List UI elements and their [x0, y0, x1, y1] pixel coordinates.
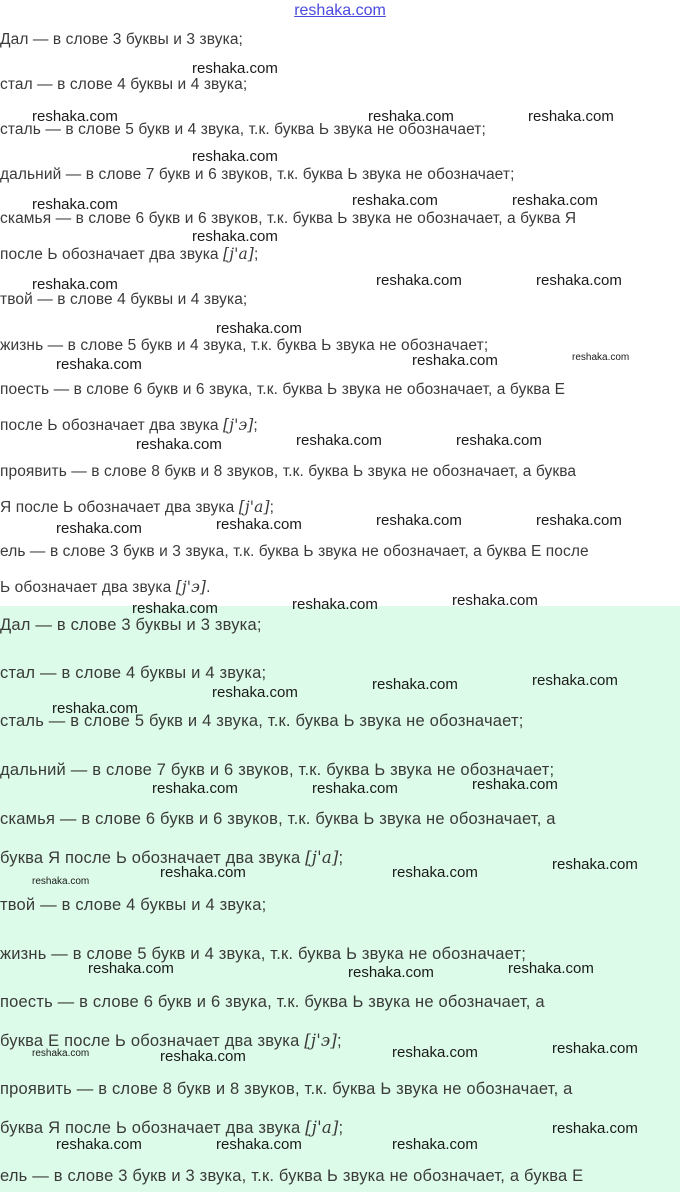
watermark: reshaka.com	[508, 960, 594, 977]
text-line	[0, 1167, 583, 1186]
text-line	[0, 245, 258, 264]
watermark: reshaka.com	[528, 108, 614, 125]
text-line	[0, 1080, 573, 1099]
text-line	[0, 578, 210, 597]
watermark: reshaka.com	[552, 1120, 638, 1137]
watermark: reshaka.com	[472, 776, 558, 793]
watermark: reshaka.com	[348, 964, 434, 981]
line-text: скамья — в слове 6 букв и 6 звуков, т.к. буква Ь звука не обозначает, а	[0, 810, 556, 828]
watermark: reshaka.com	[296, 432, 382, 449]
text-line	[0, 166, 515, 184]
watermark: reshaka.com	[136, 436, 222, 453]
text-line	[0, 76, 247, 94]
text-line	[0, 993, 545, 1012]
line-text: твой — в слове 4 буквы и 4 звука;	[0, 291, 248, 308]
line-text: буква Я после Ь обозначает два звука	[0, 1119, 306, 1137]
line-text: после Ь обозначает два звука	[0, 246, 224, 263]
text-line	[0, 945, 526, 964]
watermark: reshaka.com	[552, 856, 638, 873]
watermark: reshaka.com	[56, 1136, 142, 1153]
watermark: reshaka.com	[392, 1136, 478, 1153]
watermark: reshaka.com	[216, 516, 302, 533]
watermark: reshaka.com	[56, 520, 142, 537]
watermark: reshaka.com	[312, 780, 398, 797]
line-text: Я после Ь обозначает два звука	[0, 499, 239, 516]
line-text: дальний — в слове 7 букв и 6 звуков, т.к. буква Ь звука не обозначает;	[0, 761, 555, 779]
line-text: жизнь — в слове 5 букв и 4 звука, т.к. буква Ь звука не обозначает;	[0, 945, 526, 963]
text-line	[0, 543, 589, 561]
watermark: reshaka.com	[572, 352, 630, 363]
watermark: reshaka.com	[132, 600, 218, 617]
line-text: Ь обозначает два звука	[0, 579, 176, 596]
watermark: reshaka.com	[552, 1040, 638, 1057]
watermark: reshaka.com	[192, 148, 278, 165]
line-text: скамья — в слове 6 букв и 6 звуков, т.к. буква Ь звука не обозначает, а буква Я	[0, 210, 577, 227]
phonetic-transcription: [j'a]	[223, 245, 254, 263]
phonetic-transcription: [j'a]	[238, 498, 270, 516]
watermark: reshaka.com	[536, 512, 622, 529]
text-line	[0, 616, 262, 635]
line-text: сталь — в слове 5 букв и 4 звука, т.к. буква Ь звука не обозначает;	[0, 121, 486, 138]
site-link[interactable]: reshaka.com	[294, 2, 386, 19]
watermark: reshaka.com	[56, 356, 142, 373]
watermark: reshaka.com	[372, 676, 458, 693]
text-line	[0, 1118, 343, 1138]
line-text: поесть — в слове 6 букв и 6 звука, т.к. буква Ь звука не обозначает, а	[0, 993, 545, 1011]
watermark: reshaka.com	[52, 700, 138, 717]
line-punctuation: ;	[253, 246, 259, 263]
watermark: reshaka.com	[216, 1136, 302, 1153]
phonetic-transcription: [j'a]	[305, 1118, 339, 1137]
watermark: reshaka.com	[216, 320, 302, 337]
watermark: reshaka.com	[376, 272, 462, 289]
text-line	[0, 498, 274, 517]
line-text: ель — в слове 3 букв и 3 звука, т.к. буква Ь звука не обозначает, а буква Е	[0, 1167, 584, 1185]
watermark: reshaka.com	[32, 196, 118, 213]
line-text: твой — в слове 4 буквы и 4 звука;	[0, 896, 267, 914]
text-line	[0, 896, 266, 915]
line-text: ель — в слове 3 букв и 3 звука, т.к. буква Ь звука не обозначает, а буква Е после	[0, 543, 589, 560]
line-text: стал — в слове 4 буквы и 4 звука;	[0, 664, 267, 682]
watermark: reshaka.com	[532, 672, 618, 689]
watermark: reshaka.com	[212, 684, 298, 701]
line-punctuation: ;	[338, 1119, 344, 1137]
watermark: reshaka.com	[512, 192, 598, 209]
watermark: reshaka.com	[32, 108, 118, 125]
phonetic-transcription: [j'э]	[304, 1031, 338, 1050]
watermark: reshaka.com	[292, 596, 378, 613]
watermark: reshaka.com	[376, 512, 462, 529]
watermark: reshaka.com	[192, 60, 278, 77]
watermark: reshaka.com	[368, 108, 454, 125]
phonetic-transcription: [j'э]	[175, 578, 207, 596]
text-line	[0, 810, 556, 829]
line-text: поесть — в слове 6 букв и 6 звука, т.к. буква Ь звука не обозначает, а буква Е	[0, 381, 566, 398]
text-line	[0, 291, 247, 309]
line-text: стал — в слове 4 буквы и 4 звука;	[0, 76, 248, 93]
watermark: reshaka.com	[536, 272, 622, 289]
text-line	[0, 381, 565, 399]
line-punctuation: ;	[269, 499, 275, 516]
watermark: reshaka.com	[392, 1044, 478, 1061]
watermark: reshaka.com	[192, 228, 278, 245]
phonetic-transcription: [j'э]	[223, 416, 254, 434]
answer-text-bottom	[0, 606, 680, 1192]
watermark: reshaka.com	[352, 192, 438, 209]
line-punctuation: ;	[338, 849, 344, 867]
watermark: reshaka.com	[160, 1048, 246, 1065]
watermark: reshaka.com	[452, 592, 538, 609]
line-text: дальний — в слове 7 букв и 6 звуков, т.к. буква Ь звука не обозначает;	[0, 166, 515, 183]
watermark: reshaka.com	[392, 864, 478, 881]
line-text: после Ь обозначает два звука	[0, 417, 224, 434]
line-text: Дал — в слове 3 буквы и 3 звука;	[0, 31, 243, 48]
line-text: сталь — в слове 5 букв и 4 звука, т.к. буква Ь звука не обозначает;	[0, 712, 524, 730]
text-line	[0, 31, 243, 49]
line-text: проявить — в слове 8 букв и 8 звуков, т.к. буква Ь звука не обозначает, а	[0, 1080, 573, 1098]
line-text: буква Я после Ь обозначает два звука	[0, 849, 306, 867]
line-punctuation: ;	[337, 1032, 342, 1050]
line-text: буква Е после Ь обозначает два звука	[0, 1032, 305, 1050]
watermark: reshaka.com	[456, 432, 542, 449]
watermark: reshaka.com	[152, 780, 238, 797]
text-line	[0, 463, 576, 481]
line-text: жизнь — в слове 5 букв и 4 звука, т.к. буква Ь звука не обозначает;	[0, 337, 489, 354]
phonetic-transcription: [j'a]	[305, 848, 339, 867]
line-text: проявить — в слове 8 букв и 8 звуков, т.к. буква Ь звука не обозначает, а буква	[0, 463, 577, 480]
line-punctuation: ;	[253, 417, 258, 434]
watermark: reshaka.com	[32, 1048, 90, 1059]
line-text: Дал — в слове 3 буквы и 3 звука;	[0, 616, 262, 634]
text-line	[0, 416, 258, 435]
watermark: reshaka.com	[412, 352, 498, 369]
text-line	[0, 664, 266, 683]
watermark: reshaka.com	[32, 276, 118, 293]
watermark: reshaka.com	[160, 864, 246, 881]
line-punctuation: .	[206, 579, 211, 596]
watermark: reshaka.com	[88, 960, 174, 977]
watermark: reshaka.com	[32, 876, 90, 887]
